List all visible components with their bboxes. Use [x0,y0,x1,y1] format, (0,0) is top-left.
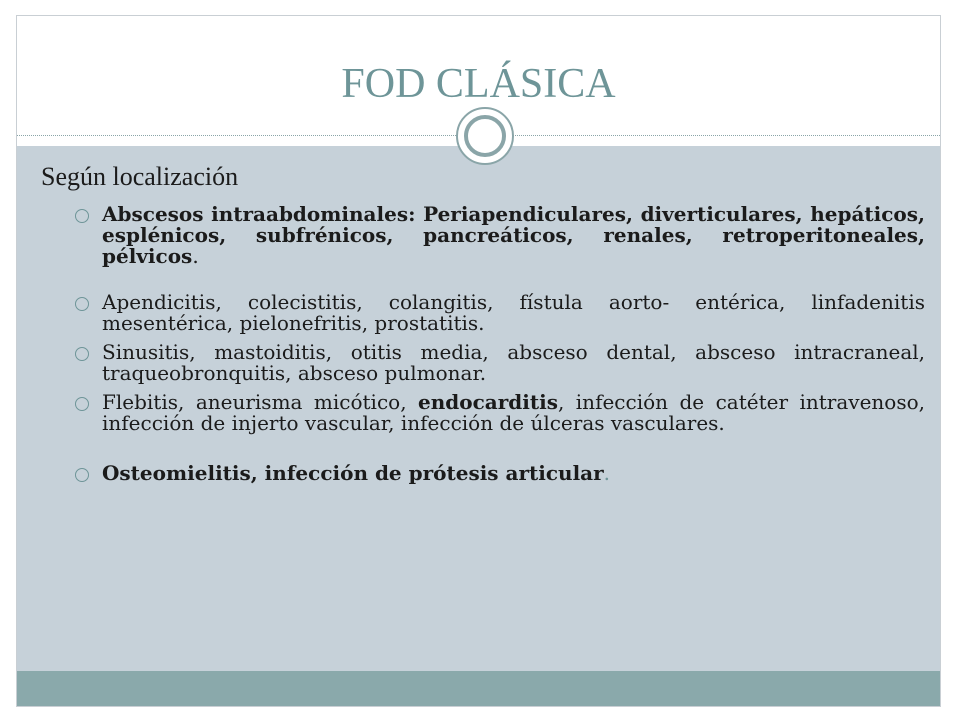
bullet-text-bold: endocarditis [418,390,558,414]
bullet-circle-icon [75,209,89,223]
bullet-item-osteomielitis [75,463,925,484]
bullet-item-flebitis [75,392,925,434]
section-subtitle: Según localización [41,162,239,191]
slide-title: FOD CLÁSICA [341,61,616,107]
bullet-item-abscesos [75,204,925,267]
bullet-circle-icon [75,397,89,411]
bullet-list [75,204,925,484]
bullet-text: Sinusitis, mastoiditis, otitis media, absceso dental, absceso intracraneal, traqueobronquitis, absceso pulmonar. [102,340,925,385]
slide-frame [16,15,941,707]
bullet-text-before: Flebitis, aneurisma micótico, [102,390,419,414]
bullet-item-sinusitis [75,342,925,384]
ring-ornament-icon [456,107,514,165]
bullet-text: Osteomielitis, infección de prótesis articular [102,461,604,485]
bullet-end-period: . [192,244,199,268]
bullet-circle-icon [75,297,89,311]
bullet-item-apendicitis [75,292,925,334]
bullet-circle-icon [75,468,89,482]
footer-bar [17,671,940,707]
ring-ornament-inner [464,115,506,157]
bullet-circle-icon [75,347,89,361]
bullet-text: Abscesos intraabdominales: Periapendiculares, diverticulares, hepáticos, esplénicos, subfrénicos, pancreáticos, renales, retroperitoneales, pélvicos [102,202,925,268]
bullet-text: Apendicitis, colecistitis, colangitis, fístula aorto- entérica, linfadenitis mesentérica, pielonefritis, prostatitis. [102,290,925,335]
bullet-text-after: , infección de catéter intravenoso, infección de injerto vascular, infección de úlceras vasculares. [102,390,925,435]
bullet-end-period: . [603,461,611,485]
